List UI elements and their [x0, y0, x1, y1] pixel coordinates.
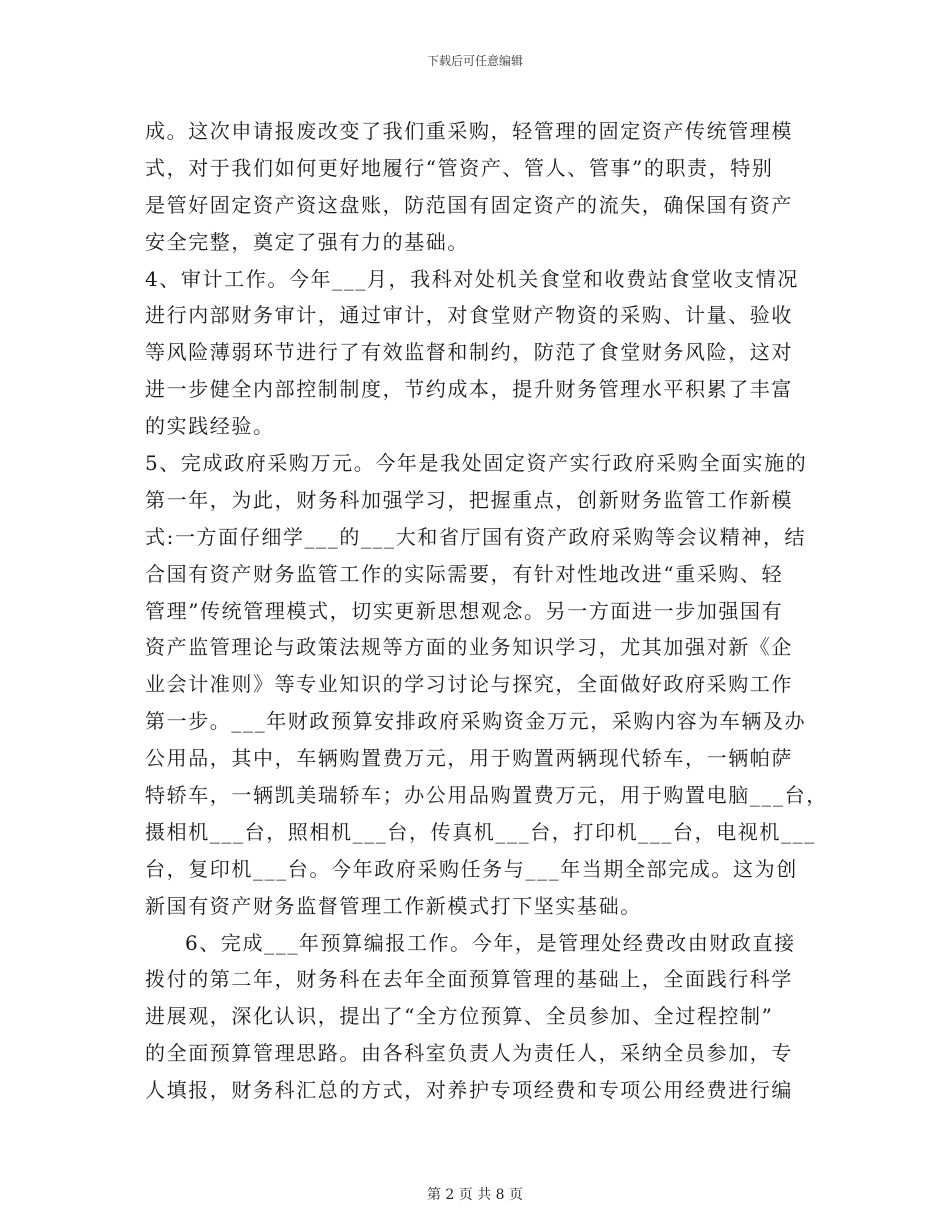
text-line: 第一步。___年财政预算安排政府采购资金万元，采购内容为车辆及办	[145, 709, 807, 734]
text-line: 进一步健全内部控制制度，节约成本，提升财务管理水平积累了丰富	[145, 377, 793, 402]
text-line: 合国有资产财务监管工作的实际需要，有针对性地改进“重采购、轻	[145, 561, 784, 586]
text-line: 台，复印机___台。今年政府采购任务与___年当期全部完成。这为创	[145, 856, 798, 881]
text-line: 式，对于我们如何更好地履行“管资产、管人、管事”的职责，特别	[145, 155, 774, 180]
document-body	[145, 113, 828, 1109]
text-line: 业会计准则》等专业知识的学习讨论与探究，全面做好政府采购工作	[145, 672, 793, 697]
text-line: 的全面预算管理思路。由各科室负责人为责任人，采纳全员参加，专	[145, 1041, 793, 1066]
text-line: 进展观，深化认识，提出了“全方位预算、全员参加、全过程控制”	[145, 1004, 774, 1029]
text-line: 人填报，财务科汇总的方式，对养护专项经费和专项公用经费进行编	[145, 1078, 793, 1103]
page-header: 下载后可任意编辑	[426, 54, 523, 68]
text-line: 摄相机___台，照相机___台，传真机___台，打印机___台，电视机___	[145, 819, 816, 844]
text-line: 进行内部财务审计，通过审计，对食堂财产物资的采购、计量、验收	[145, 303, 793, 328]
text-line: 4、审计工作。今年___月，我科对处机关食堂和收费站食堂收支情况	[145, 266, 799, 291]
text-line: 的实践经验。	[145, 414, 275, 439]
text-line: 新国有资产财务监督管理工作新模式打下坚实基础。	[145, 893, 642, 918]
text-line: 安全完整，奠定了强有力的基础。	[145, 229, 469, 254]
text-line: 第一年，为此，财务科加强学习，把握重点，创新财务监管工作新模	[145, 487, 793, 512]
text-line: 是管好固定资产资这盘账，防范国有固定资产的流失，确保国有资产	[145, 192, 793, 217]
text-line: 式:一方面仔细学___的___大和省厅国有资产政府采购等会议精神，结	[145, 524, 807, 549]
paragraph-first-line: 6、完成___年预算编报工作。今年，是管理处经费改由财政直接	[185, 930, 796, 955]
text-line: 拨付的第二年，财务科在去年全面预算管理的基础上，全面践行科学	[145, 967, 793, 992]
text-line: 特轿车，一辆凯美瑞轿车；办公用品购置费万元，用于购置电脑___台，	[145, 783, 828, 808]
text-line: 等风险薄弱环节进行了有效监督和制约，防范了食堂财务风险，这对	[145, 340, 793, 365]
text-line: 资产监管理论与政策法规等方面的业务知识学习，尤其加强对新《企	[145, 635, 793, 660]
text-line: 成。这次申请报废改变了我们重采购，轻管理的固定资产传统管理模	[145, 119, 793, 143]
text-line: 公用品，其中，车辆购置费万元，用于购置两辆现代轿车，一辆帕萨	[145, 746, 793, 771]
text-line: 管理”传统管理模式，切实更新思想观念。另一方面进一步加强国有	[145, 598, 784, 623]
text-line: 5、完成政府采购万元。今年是我处固定资产实行政府采购全面实施的	[145, 451, 808, 476]
page-number: 第 2 页 共 8 页	[426, 1187, 524, 1203]
